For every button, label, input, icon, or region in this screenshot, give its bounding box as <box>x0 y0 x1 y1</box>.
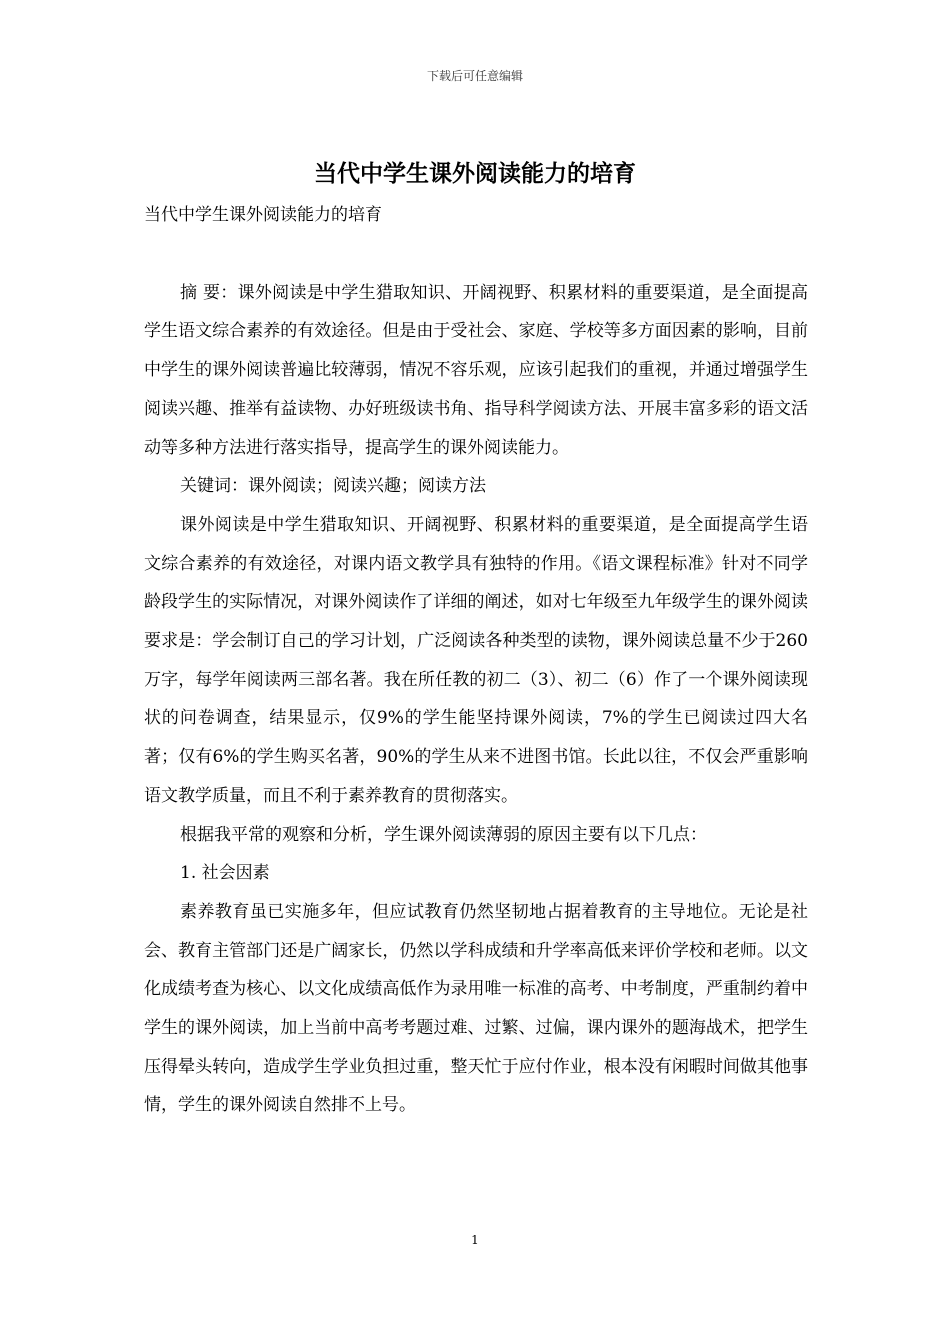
body-paragraph: 素养教育虽已实施多年，但应试教育仍然坚韧地占据着教育的主导地位。无论是社会、教育主管部门还是广阔家长，仍然以学科成绩和升学率高低来评价学校和老师。以文化成绩考查为核心、以文化成绩高低作为录用唯一标准的高考、中考制度，严重制约着中学生的课外阅读，加上当前中高考考题过难、过繁、过偏，课内课外的题海战术，把学生压得晕头转向，造成学生学业负担过重，整天忙于应付作业，根本没有闲暇时间做其他事情，学生的课外阅读自然排不上号。 <box>144 901 808 1116</box>
document-title: 当代中学生课外阅读能力的培育 <box>314 160 636 187</box>
body-paragraph: 课外阅读是中学生猎取知识、开阔视野、积累材料的重要渠道，是全面提高学生语文综合素养的有效途径，对课内语文教学具有独特的作用。《语文课程标准》针对不同学龄段学生的实际情况，对课外阅读作了详细的阐述，如对七年级至九年级学生的课外阅读要求是：学会制订自己的学习计划，广泛阅读各种类型的读物，课外阅读总量不少于260万字，每学年阅读两三部名著。我在所任教的初二（3）、初二（6）作了一个课外阅读现状的问卷调查，结果显示，仅9%的学生能坚持课外阅读，7%的学生已阅读过四大名著；仅有6%的学生购买名著，90%的学生从来不进图书馆。长此以往，不仅会严重影响语文教学质量，而且不利于素养教育的贯彻落实。 <box>144 514 808 806</box>
blank-line <box>144 235 808 274</box>
document-body <box>144 196 808 1125</box>
page-header: 下载后可任意编辑 <box>426 69 523 83</box>
subtitle-line: 当代中学生课外阅读能力的培育 <box>144 205 382 225</box>
body-paragraph: 根据我平常的观察和分析，学生课外阅读薄弱的原因主要有以下几点： <box>180 824 707 845</box>
section-heading: 1. 社会因素 <box>180 863 270 884</box>
abstract-paragraph: 摘 要：课外阅读是中学生猎取知识、开阔视野、积累材料的重要渠道，是全面提高学生语文综合素养的有效途径。但是由于受社会、家庭、学校等多方面因素的影响，目前中学生的课外阅读普遍比较薄弱，情况不容乐观，应该引起我们的重视，并通过增强学生阅读兴趣、推举有益读物、办好班级读书角、指导科学阅读方法、开展丰富多彩的语文活动等多种方法进行落实指导，提高学生的课外阅读能力。 <box>144 282 808 458</box>
keywords-line: 关键词：课外阅读；阅读兴趣；阅读方法 <box>180 476 486 497</box>
page-number: 1 <box>471 1233 479 1247</box>
